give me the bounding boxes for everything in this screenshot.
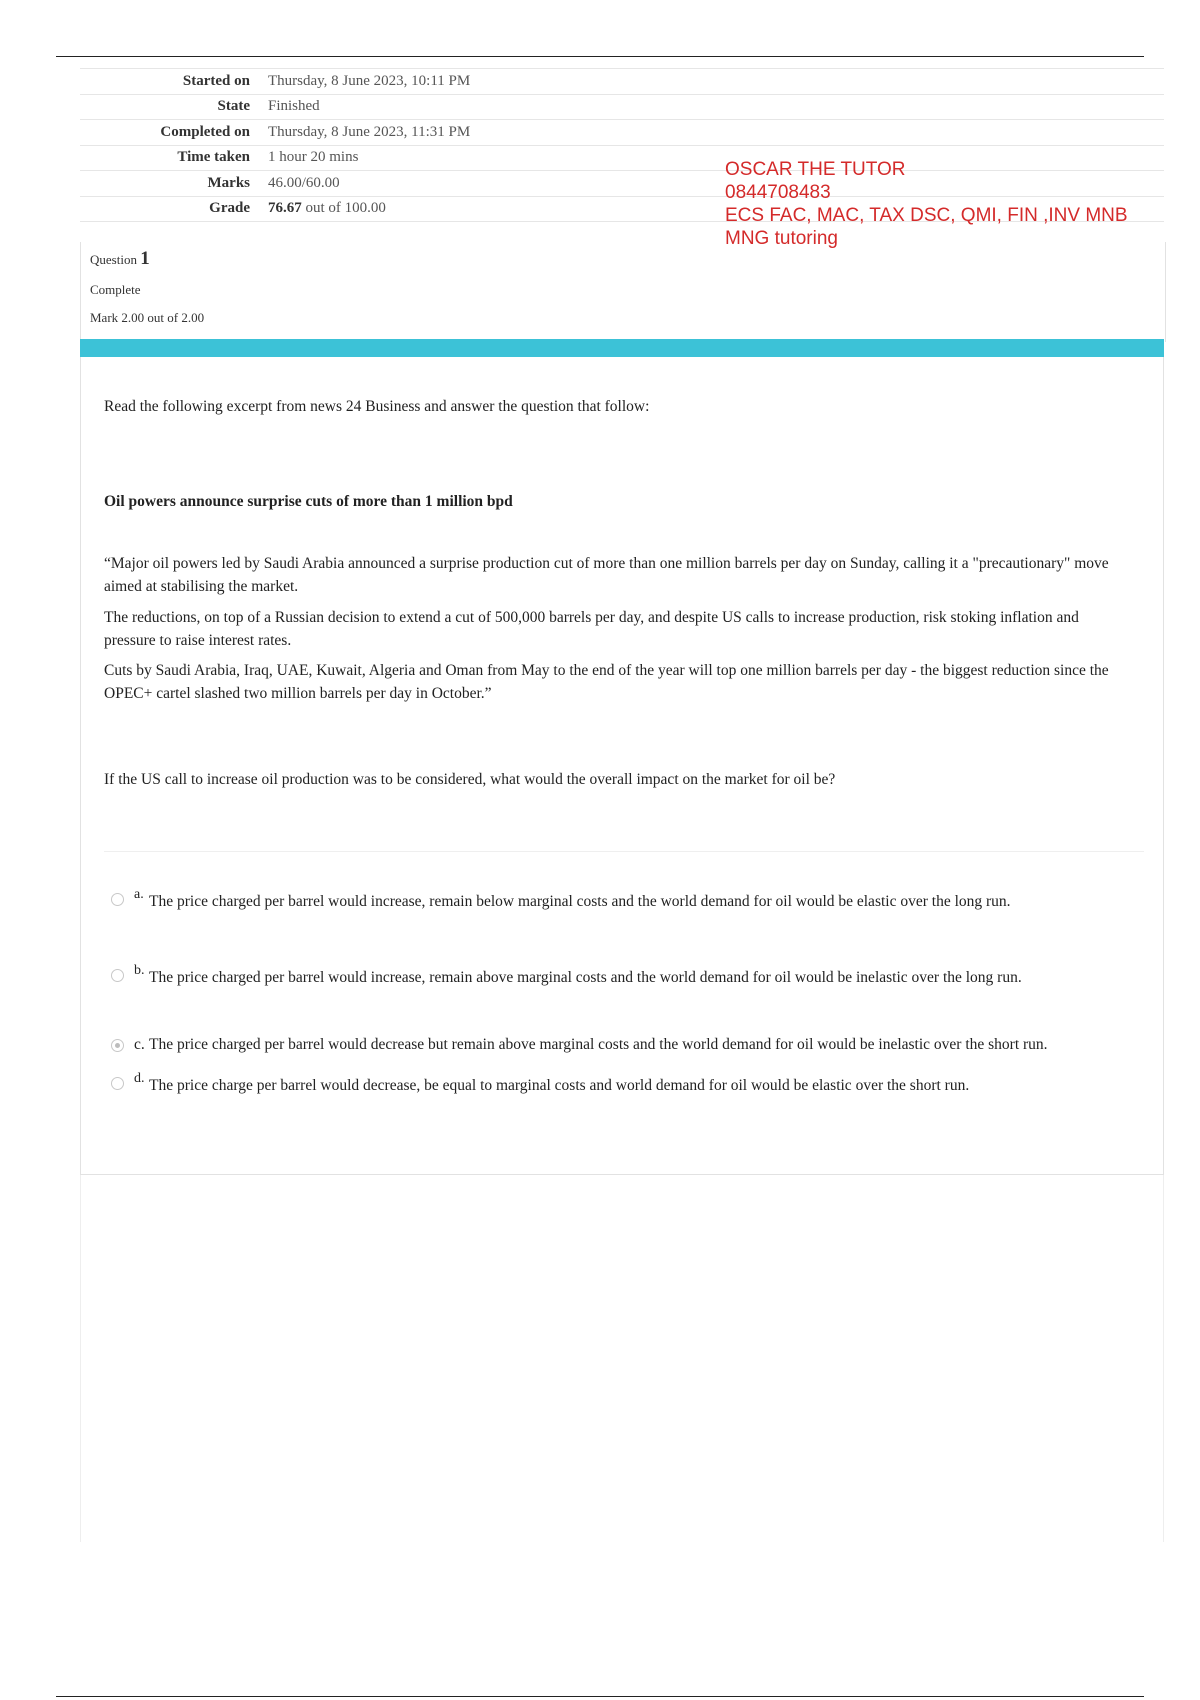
summary-label: State xyxy=(217,98,250,115)
summary-label: Time taken xyxy=(177,149,250,166)
question-intro: Read the following excerpt from news 24 Business and answer the question that follow: xyxy=(104,398,650,415)
summary-value: Finished xyxy=(268,98,320,115)
radio-icon[interactable] xyxy=(111,893,124,906)
question-state: Complete xyxy=(90,282,141,297)
summary-value: Thursday, 8 June 2023, 11:31 PM xyxy=(268,123,471,140)
option-letter: a. xyxy=(134,887,144,902)
empty-content-area xyxy=(80,1175,1164,1542)
question-prompt: If the US call to increase oil production was to be considered, what would the overall impact on the market for oil be? xyxy=(104,771,836,788)
option-letter: c. xyxy=(134,1036,145,1053)
page-top-rule xyxy=(56,56,1144,57)
summary-label: Grade xyxy=(209,200,250,217)
page-bottom-rule xyxy=(56,1696,1144,1697)
grade-score: 76.67 xyxy=(268,200,302,217)
option-letter: d. xyxy=(134,1071,145,1086)
article-paragraph: The reductions, on top of a Russian decision to extend a cut of 500,000 barrels per day, and despite US calls to increase production, risk stoking inflation and pressure to raise interest rates. xyxy=(104,609,1079,649)
question-mark: Mark 2.00 out of 2.00 xyxy=(90,310,205,325)
article-paragraph: “Major oil powers led by Saudi Arabia announced a surprise production cut of more than one million barrels per day on Sunday, calling it a "precautionary" move aimed at stabilising the market. xyxy=(104,555,1109,595)
question-number-value: 1 xyxy=(140,248,150,269)
question-accent-bar xyxy=(80,339,1164,357)
question-number xyxy=(90,248,150,270)
summary-label: Started on xyxy=(182,72,250,89)
watermark-line: MNG tutoring xyxy=(725,228,838,249)
radio-icon[interactable] xyxy=(111,1077,124,1090)
summary-value: 1 hour 20 mins xyxy=(268,149,359,166)
answer-separator xyxy=(104,851,1144,852)
watermark-line: ECS FAC, MAC, TAX DSC, QMI, FIN ,INV MNB xyxy=(725,205,1128,226)
summary-row-state xyxy=(80,94,1164,120)
option-text: The price charged per barrel would increase, remain below marginal costs and the world demand for oil would be elastic over the long run. xyxy=(149,893,1011,910)
question-content xyxy=(80,357,1164,1175)
radio-selected-icon[interactable] xyxy=(111,1039,124,1052)
summary-row-started xyxy=(80,69,1164,95)
tutor-watermark xyxy=(725,158,1128,250)
summary-row-completed xyxy=(80,120,1164,146)
summary-label: Completed on xyxy=(160,123,250,140)
question-info xyxy=(80,242,1166,342)
question-label: Question xyxy=(90,252,137,267)
option-letter: b. xyxy=(134,963,145,978)
article-headline: Oil powers announce surprise cuts of more than 1 million bpd xyxy=(104,493,513,510)
summary-value: Thursday, 8 June 2023, 10:11 PM xyxy=(268,72,471,89)
option-text: The price charged per barrel would decrease but remain above marginal costs and the world demand for oil would be inelastic over the short run. xyxy=(149,1036,1048,1053)
summary-label: Marks xyxy=(207,174,250,191)
option-text: The price charge per barrel would decrease, be equal to marginal costs and world demand for oil would be elastic over the short run. xyxy=(149,1077,970,1094)
radio-icon[interactable] xyxy=(111,969,124,982)
article-paragraph: Cuts by Saudi Arabia, Iraq, UAE, Kuwait, Algeria and Oman from May to the end of the year will top one million barrels per day - the biggest reduction since the OPEC+ cartel slashed two million barrels per day in October.” xyxy=(104,662,1109,702)
watermark-line: OSCAR THE TUTOR xyxy=(725,159,906,180)
grade-out-of: out of 100.00 xyxy=(301,200,386,217)
watermark-line: 0844708483 xyxy=(725,182,831,203)
summary-value: 46.00/60.00 xyxy=(268,174,340,191)
option-text: The price charged per barrel would increase, remain above marginal costs and the world demand for oil would be inelastic over the long run. xyxy=(149,969,1022,986)
